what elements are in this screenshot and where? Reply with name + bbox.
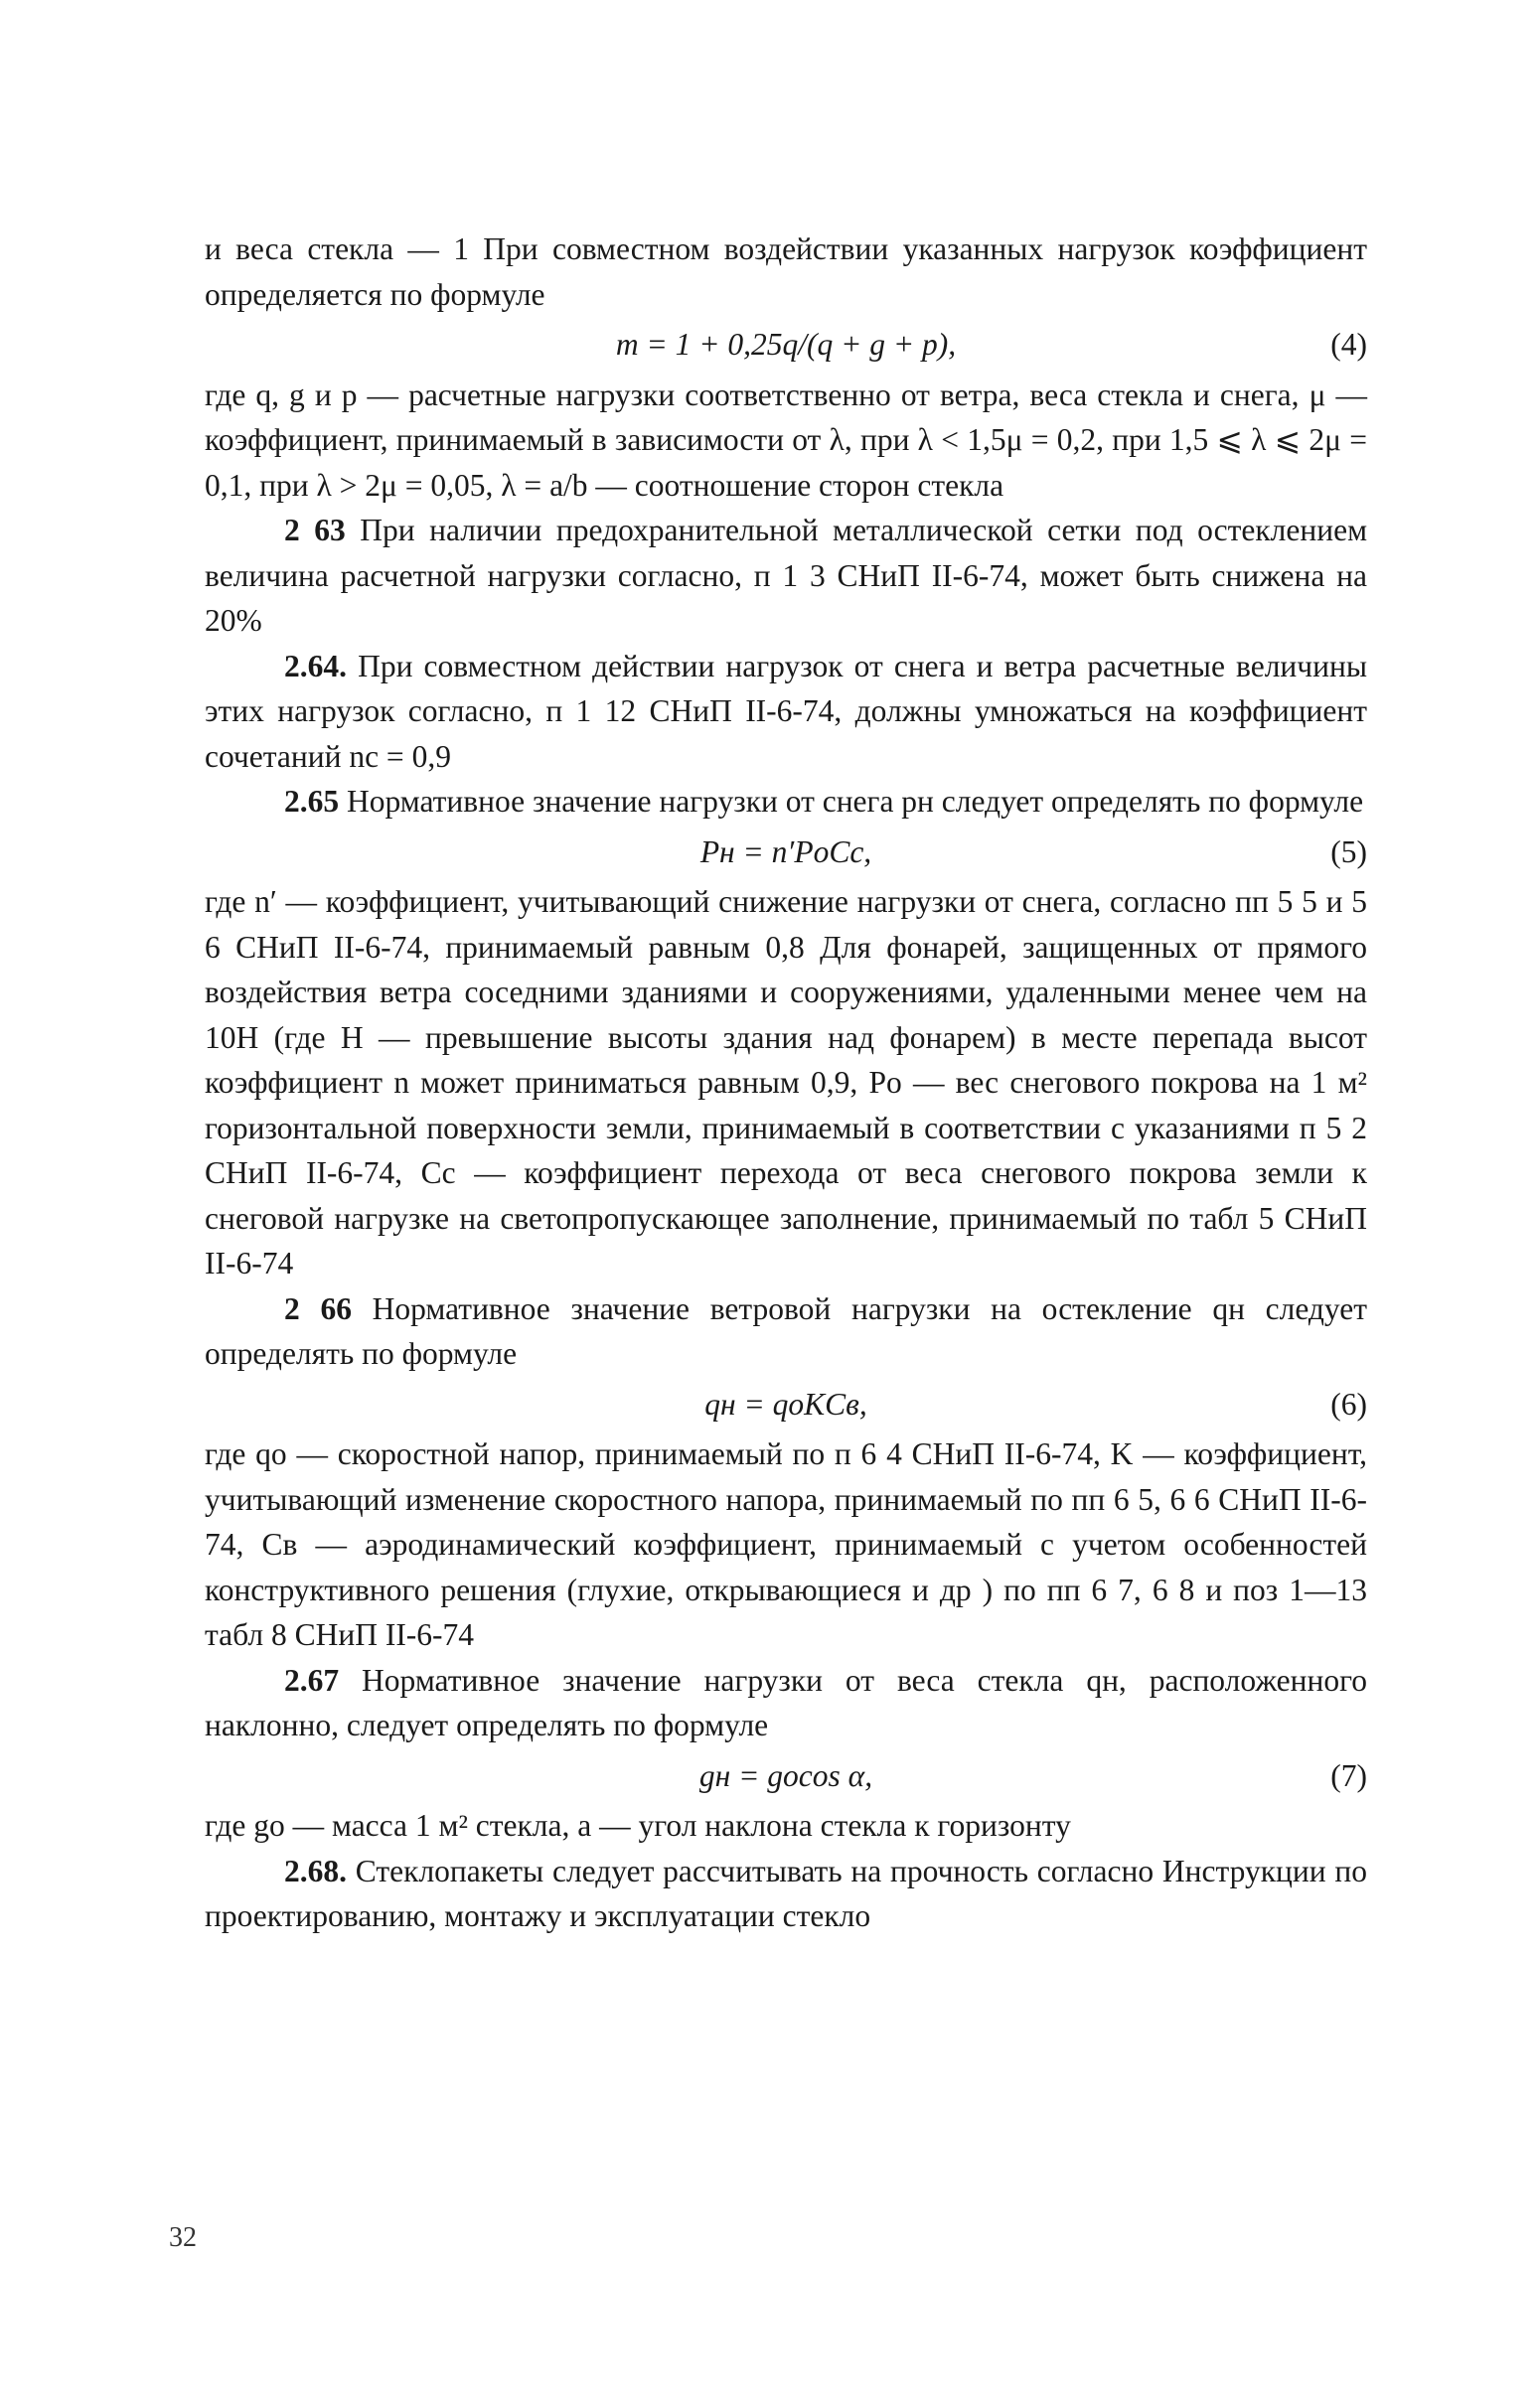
formula-5 xyxy=(205,829,1367,875)
formula-5-expression: Pн = n′PоCс, xyxy=(699,833,872,869)
section-2-63 xyxy=(205,508,1367,644)
section-2-65-number: 2.65 xyxy=(284,784,340,819)
section-2-65 xyxy=(205,779,1367,825)
formula-7-expression: gн = gоcos α, xyxy=(698,1757,873,1793)
formula-4 xyxy=(205,322,1367,368)
section-2-63-number: 2 63 xyxy=(284,513,346,547)
section-2-63-text: При наличии предохранительной металлической сетки под остеклением величина расчетной нагрузки согласно, п 1 3 СНиП II-6-74, может быть снижена на 20% xyxy=(205,513,1368,638)
section-2-64-number: 2.64. xyxy=(284,648,347,683)
section-2-66-text: Нормативное значение ветровой нагрузки на остекление qн следует определять по формуле xyxy=(205,1290,1368,1371)
section-2-66 xyxy=(205,1286,1367,1377)
paragraph-after-formula-6: где qо — скоростной напор, принимаемый по п 6 4 СНиП II-6-74, K — коэффициент, учитывающий изменение скоростного напора, принимаемый по пп 6 5, 6 6 СНиП II-6-74, Cв — аэродинамический коэффициент, принимаемый с учетом особенностей конструктивного решения (глухие, открывающиеся и др ) по пп 6 7, 6 8 и поз 1—13 табл 8 СНиП II-6-74 xyxy=(205,1436,1367,1652)
formula-5-number: (5) xyxy=(1330,833,1367,869)
section-2-68-number: 2.68. xyxy=(284,1853,347,1888)
section-2-64-text: При совместном действии нагрузок от снега и ветра расчетные величины этих нагрузок согласно, п 1 12 СНиП II-6-74, должны умножаться на коэффициент сочетаний nс = 0,9 xyxy=(205,648,1367,774)
section-2-67 xyxy=(205,1658,1367,1748)
paragraph-intro: и веса стекла — 1 При совместном воздействии указанных нагрузок коэффициент определяется по формуле xyxy=(205,231,1367,312)
page-number: 32 xyxy=(169,2222,197,2253)
section-2-67-text: Нормативное значение нагрузки от веса стекла qн, расположенного наклонно, следует определять по формуле xyxy=(205,1662,1367,1742)
section-2-66-number: 2 66 xyxy=(284,1290,352,1326)
section-2-68-text: Стеклопакеты следует рассчитывать на прочность согласно Инструкции по проектированию, монтажу и эксплуатации стекло xyxy=(205,1853,1367,1933)
section-2-65-text: Нормативное значение нагрузки от снега pн следует определять по формуле xyxy=(339,784,1364,819)
formula-4-number: (4) xyxy=(1330,327,1367,362)
formula-6-expression: qн = qоKCв, xyxy=(704,1386,867,1422)
formula-7 xyxy=(205,1753,1367,1799)
section-2-67-number: 2.67 xyxy=(284,1662,340,1698)
paragraph-after-formula-7: где gо — масса 1 м² стекла, a — угол наклона стекла к горизонту xyxy=(205,1808,1071,1843)
page-body xyxy=(205,226,1367,1939)
paragraph-after-formula-5: где n′ — коэффициент, учитывающий снижение нагрузки от снега, согласно пп 5 5 и 5 6 СНиП II-6-74, принимаемый равным 0,8 Для фонарей, защищенных от прямого воздействия ветра соседними зданиями и сооружениями, удаленными менее чем на 10H (где H — превышение высоты здания над фонарем) в месте перепада высот коэффициент n может приниматься равным 0,9, Pо — вес снегового покрова на 1 м² горизонтальной поверхности земли, принимаемый в соответствии с указаниями п 5 2 СНиП II-6-74, Cс — коэффициент перехода от веса снегового покрова земли к снеговой нагрузке на светопропускающее заполнение, принимаемый по табл 5 СНиП II-6-74 xyxy=(205,884,1367,1280)
paragraph-after-formula-4: где q, g и p — расчетные нагрузки соответственно от ветра, веса стекла и снега, μ — коэффициент, принимаемый в зависимости от λ, при λ < 1,5μ = 0,2, при 1,5 ⩽ λ ⩽ 2μ = 0,1, при λ > 2μ = 0,05, λ = a/b — соотношение сторон стекла xyxy=(205,376,1367,503)
section-2-68 xyxy=(205,1849,1367,1939)
formula-6 xyxy=(205,1382,1367,1428)
formula-4-expression: m = 1 + 0,25q/(q + g + p), xyxy=(615,327,957,362)
section-2-64 xyxy=(205,644,1367,780)
formula-7-number: (7) xyxy=(1330,1757,1367,1793)
formula-6-number: (6) xyxy=(1330,1386,1367,1422)
